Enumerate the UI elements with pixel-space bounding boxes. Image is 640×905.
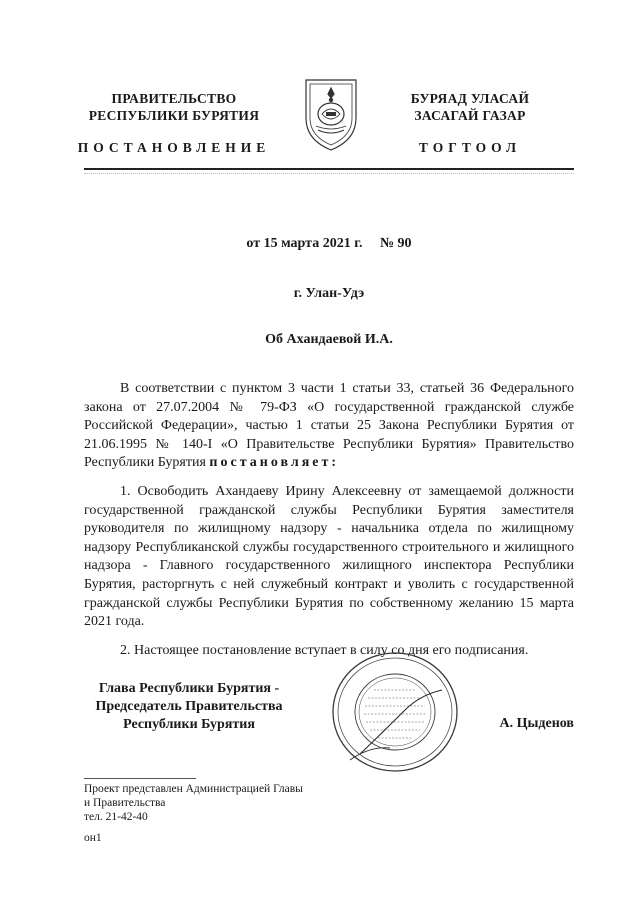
document-date: от 15 марта 2021 г.: [246, 236, 363, 251]
footer-divider: [84, 778, 196, 779]
signatory-title-line2: Председатель Правительства: [95, 699, 283, 714]
header-right-line1: БУРЯАД УЛАСАЙ: [410, 91, 530, 106]
document-number: № 90: [379, 236, 412, 251]
header-divider-dotted: [84, 173, 574, 175]
document-body: [84, 380, 574, 660]
signatory-title: [84, 680, 294, 734]
signatory-title-line1: Глава Республики Бурятия -: [98, 681, 280, 696]
footer-phone: тел. 21-42-40: [84, 811, 148, 823]
coat-of-arms-icon: [300, 74, 362, 154]
item-1-paragraph: 1. Освободить Ахандаеву Ирину Алексеевну от замещаемой должности государственной гражданской службы Республики Бурятия заместителя руководителя по жилищному надзору - начальника отдела по жилищному надзору Республиканской службы государственного строительного и жилищного надзора - Главного государственного жилищного инспектора Республики Бурятия, расторгнуть с ней служебный контракт и уволить с государственной гражданской службы Республики Бурятия по собственному желанию 15 марта 2021 года.: [84, 483, 574, 630]
footer-code: он1: [84, 832, 102, 844]
doctype-buryat: ТОГТООЛ: [418, 140, 522, 155]
doctype-russian: ПОСТАНОВЛЕНИЕ: [77, 140, 271, 155]
document-city: г. Улан-Удэ: [293, 286, 365, 301]
document-date-line: [84, 236, 574, 252]
footer-note: [84, 782, 384, 824]
signatory-name: А. Цыденов: [499, 716, 574, 731]
header-left-line2: РЕСПУБЛИКИ БУРЯТИЯ: [88, 108, 260, 123]
preamble-paragraph: [84, 380, 574, 473]
decree-word: постановляет:: [209, 455, 340, 471]
header-divider: [84, 168, 574, 170]
document-subject: Об Ахандаевой И.А.: [265, 332, 393, 347]
signatory-title-line3: Республики Бурятия: [123, 717, 255, 732]
footer-line1: Проект представлен Администрацией Главы: [84, 783, 303, 795]
header-left-line1: ПРАВИТЕЛЬСТВО: [111, 91, 237, 106]
item-2-paragraph: 2. Настоящее постановление вступает в силу со дня его подписания.: [120, 642, 529, 658]
government-name-russian: [70, 90, 278, 124]
header-right-line2: ЗАСАГАЙ ГАЗАР: [414, 108, 526, 123]
government-name-buryat: [370, 90, 570, 124]
footer-line2: и Правительства: [84, 797, 166, 809]
preamble-text: В соответствии с пунктом 3 части 1 статьи 33, статьей 36 Федерального закона от 27.07.2004 № 79-ФЗ «О государственной гражданской службе Российской Федерации», частью 1 статьи 25 Закона Республики Бурятия от 21.06.1995 № 140-I «О Правительстве Республики Бурятия» Правительство Республики Бурятия: [84, 381, 574, 471]
official-stamp-icon: [330, 650, 460, 774]
